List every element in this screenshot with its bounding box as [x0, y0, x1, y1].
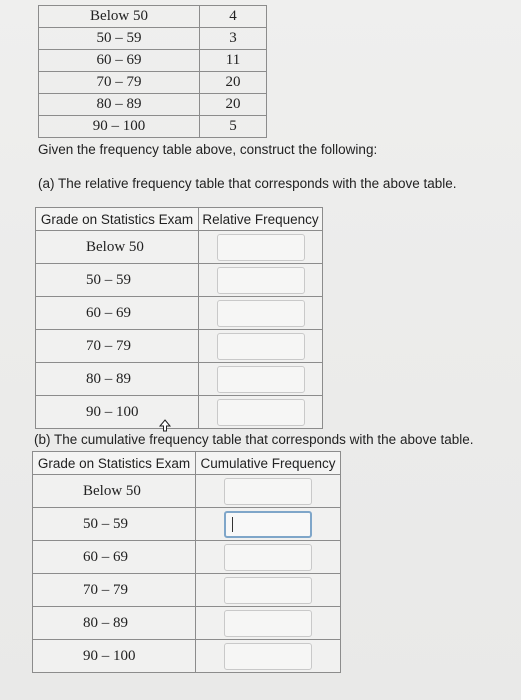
table-row: [39, 72, 267, 94]
cumulative-frequency-input[interactable]: [224, 577, 312, 604]
row-label: 70 – 79: [33, 574, 196, 607]
grade-cell: 50 – 59: [39, 28, 200, 50]
grade-cell: 70 – 79: [39, 72, 200, 94]
relative-frequency-input[interactable]: [217, 267, 305, 294]
frequency-cell: 4: [200, 6, 267, 28]
table-row: [39, 50, 267, 72]
relative-frequency-input[interactable]: [217, 234, 305, 261]
table-header-row: [36, 208, 323, 231]
row-label: 60 – 69: [36, 297, 199, 330]
relative-frequency-input[interactable]: [217, 333, 305, 360]
row-label: 90 – 100: [36, 396, 199, 429]
row-label: 80 – 89: [33, 607, 196, 640]
instructions-text: Given the frequency table above, construct the following:: [38, 142, 378, 157]
cumulative-frequency-input[interactable]: [224, 544, 312, 571]
cumulative-frequency-input[interactable]: [224, 643, 312, 670]
table-row: [39, 28, 267, 50]
table-row: [36, 396, 323, 429]
table-row: [33, 640, 341, 673]
frequency-cell: 3: [200, 28, 267, 50]
part-a-prompt: (a) The relative frequency table that corresponds with the above table.: [38, 176, 457, 191]
cumulative-frequency-input[interactable]: [224, 610, 312, 637]
table-row: [36, 297, 323, 330]
table-row: [36, 363, 323, 396]
cumulative-frequency-input[interactable]: [224, 478, 312, 505]
grade-cell: 80 – 89: [39, 94, 200, 116]
row-label: 80 – 89: [36, 363, 199, 396]
table-row: [39, 6, 267, 28]
part-b-prompt: (b) The cumulative frequency table that corresponds with the above table.: [34, 432, 474, 447]
relative-frequency-table: [35, 207, 323, 429]
relative-frequency-input[interactable]: [217, 300, 305, 327]
frequency-cell: 5: [200, 116, 267, 138]
row-label: Below 50: [36, 231, 199, 264]
header-grade: Grade on Statistics Exam: [36, 208, 199, 231]
text-caret: [232, 517, 233, 532]
table-row: [39, 94, 267, 116]
relative-frequency-input[interactable]: [217, 366, 305, 393]
table-row: [36, 231, 323, 264]
row-label: 60 – 69: [33, 541, 196, 574]
frequency-cell: 20: [200, 94, 267, 116]
row-label: 70 – 79: [36, 330, 199, 363]
header-relative-frequency: Relative Frequency: [199, 208, 323, 231]
given-frequency-table: [38, 5, 267, 138]
table-row: [33, 574, 341, 607]
grade-cell: 90 – 100: [39, 116, 200, 138]
relative-frequency-input[interactable]: [217, 399, 305, 426]
table-row: [33, 541, 341, 574]
frequency-cell: 11: [200, 50, 267, 72]
row-label: 50 – 59: [33, 508, 196, 541]
grade-cell: 60 – 69: [39, 50, 200, 72]
cumulative-frequency-input-focused[interactable]: [224, 511, 312, 538]
table-header-row: [33, 452, 341, 475]
grade-cell: Below 50: [39, 6, 200, 28]
table-row: [33, 475, 341, 508]
table-row: [36, 330, 323, 363]
cumulative-frequency-table: [32, 451, 341, 673]
table-row: [39, 116, 267, 138]
row-label: 50 – 59: [36, 264, 199, 297]
row-label: Below 50: [33, 475, 196, 508]
frequency-cell: 20: [200, 72, 267, 94]
table-row: [36, 264, 323, 297]
row-label: 90 – 100: [33, 640, 196, 673]
table-row: [33, 607, 341, 640]
table-row: [33, 508, 341, 541]
header-cumulative-frequency: Cumulative Frequency: [196, 452, 341, 475]
header-grade: Grade on Statistics Exam: [33, 452, 196, 475]
